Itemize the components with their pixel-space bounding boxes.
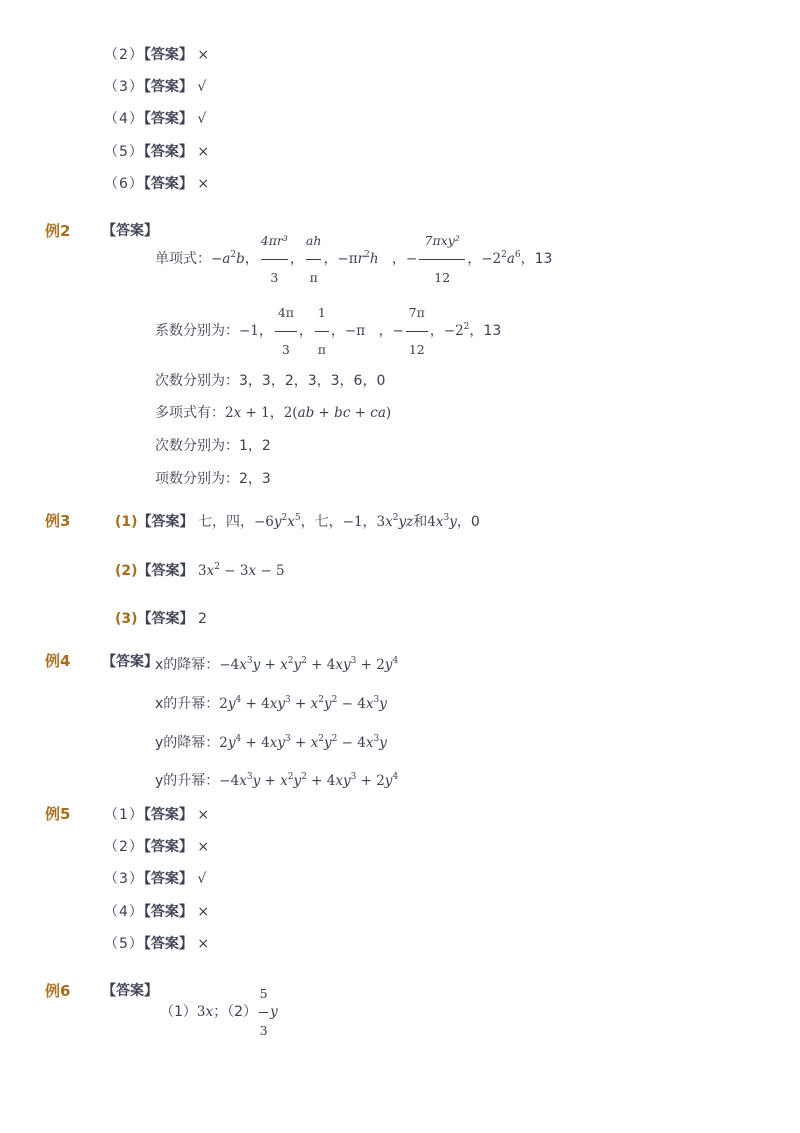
- answer-mark: ×: [197, 839, 210, 855]
- item-number: （5）: [104, 144, 144, 160]
- answer-line-3: [104, 77, 206, 97]
- answer-label: 【答案】: [137, 611, 194, 627]
- fraction-denominator: π: [317, 341, 327, 357]
- math-term: $3x^2 - 3x - 5$: [198, 562, 285, 579]
- value: 13: [534, 251, 553, 267]
- answer-label: 【答案】: [143, 904, 193, 920]
- polynomial-degree-line: 次数分别为：1，2: [155, 438, 271, 454]
- math-term: 2(ab + bc + ca): [283, 405, 392, 421]
- item-number: （2）: [104, 47, 144, 63]
- degree-line: 次数分别为：3，3，2，3，3，6，0: [155, 373, 386, 389]
- answer-text: ，: [362, 514, 377, 530]
- ordering-label: y的降幂：: [155, 735, 220, 751]
- math-term: −1: [239, 323, 259, 339]
- math-term: −1: [342, 514, 363, 530]
- answer-line-4: [104, 109, 206, 129]
- example-3-part-2: [115, 561, 285, 581]
- math-term: $-4x^3y + x^2y^2 + 4xy^3 + 2y^4$: [219, 772, 399, 789]
- separator: ，: [469, 323, 484, 339]
- fraction-bar: [306, 259, 322, 260]
- item-number: （6）: [104, 176, 144, 192]
- example-3-part-3: [115, 609, 207, 629]
- fraction: [275, 305, 297, 358]
- ordering-label: y的升幂：: [155, 773, 220, 789]
- answer-mark: ×: [197, 176, 210, 192]
- separator: ；: [213, 1004, 228, 1020]
- example-5-line-5: [104, 934, 209, 954]
- fraction-bar: [419, 259, 465, 260]
- part-number: （1）: [160, 1004, 197, 1020]
- example-3-part-1: [115, 512, 480, 532]
- ordering-label: x的升幂：: [155, 696, 220, 712]
- fraction-bar: [315, 331, 329, 332]
- coefficient-label: 系数分别为：: [155, 323, 239, 339]
- fraction-denominator: 3: [281, 341, 290, 357]
- item-number: （1）: [104, 807, 144, 823]
- part-number: (1): [115, 514, 138, 530]
- monomial-label: 单项式：: [155, 251, 211, 267]
- y-ascending-line: [155, 771, 398, 791]
- item-number: （3）: [104, 871, 144, 887]
- math-term: $-6y^2x^5$: [254, 513, 301, 530]
- polynomial-label: 多项式有：: [155, 405, 225, 421]
- answer-line-6: [104, 174, 209, 194]
- separator: ，: [467, 251, 482, 267]
- answer-label: 【答案】: [143, 839, 193, 855]
- math-term: $-2^2a^6$: [481, 250, 521, 267]
- math-term: $-\pi r^2h$: [337, 250, 379, 267]
- answer-label: 【答案】: [143, 871, 193, 887]
- math-term: −: [405, 251, 418, 267]
- math-term: $4x^3y$: [427, 513, 457, 530]
- fraction-denominator: 3: [270, 269, 279, 285]
- fraction: [315, 305, 329, 358]
- fraction-numerator: ah: [305, 232, 322, 248]
- math-term: 3x: [196, 1004, 214, 1020]
- example-2-title: 例2: [45, 222, 71, 240]
- fraction: [406, 305, 428, 358]
- example-5-line-3: [104, 869, 206, 889]
- example-5-line-4: [104, 902, 209, 922]
- fraction-numerator: 7πxy²: [424, 232, 460, 248]
- separator: ，: [378, 323, 393, 339]
- x-descending-line: [155, 655, 398, 675]
- separator: ，: [258, 323, 273, 339]
- answer-label: 【答案】: [143, 936, 193, 952]
- separator: ，: [391, 251, 406, 267]
- fraction-bar: [275, 331, 297, 332]
- answer-mark: √: [197, 871, 207, 887]
- item-number: （4）: [104, 904, 144, 920]
- example-6-answer-label: 【答案】: [102, 983, 158, 999]
- item-number: （3）: [104, 79, 144, 95]
- math-term: −: [392, 323, 404, 339]
- answer-label: 【答案】: [143, 176, 193, 192]
- example-5-line-1: [104, 805, 209, 825]
- fraction-numerator: 5: [259, 985, 268, 1001]
- answer-label: 【答案】: [143, 79, 193, 95]
- fraction-denominator: 12: [434, 269, 451, 285]
- answer-mark: ×: [197, 904, 210, 920]
- separator: ，: [298, 323, 313, 339]
- fraction-denominator: 3: [259, 1022, 268, 1038]
- math-term: $-a^2b$: [211, 250, 245, 267]
- math-term: $2y^4 + 4xy^3 + x^2y^2 - 4x^3y$: [219, 695, 387, 712]
- separator: ，: [323, 251, 338, 267]
- example-5-title: 例5: [45, 805, 71, 823]
- fraction-denominator: 12: [408, 341, 425, 357]
- ordering-label: x的降幂：: [155, 657, 220, 673]
- fraction-bar: [259, 1012, 268, 1013]
- fraction-bar: [406, 331, 428, 332]
- example-4-answer-label: 【答案】: [102, 654, 158, 670]
- math-term: $-2^2$: [443, 322, 470, 339]
- item-number: （4）: [104, 111, 144, 127]
- fraction: [261, 233, 288, 286]
- math-term: 2x + 1: [225, 405, 270, 421]
- answer-label: 【答案】: [143, 807, 193, 823]
- math-term: y: [270, 1004, 278, 1020]
- separator: ，: [289, 251, 304, 267]
- fraction: [259, 986, 268, 1039]
- fraction: [419, 233, 465, 286]
- answer-label: 【答案】: [143, 47, 193, 63]
- answer-mark: ×: [197, 807, 210, 823]
- math-term: $-4x^3y + x^2y^2 + 4xy^3 + 2y^4$: [219, 656, 399, 673]
- separator: ，: [330, 323, 345, 339]
- fraction: [306, 233, 322, 286]
- item-number: （2）: [104, 839, 144, 855]
- example-2-answer-label: 【答案】: [102, 223, 158, 239]
- part-number: （2）: [227, 1004, 258, 1020]
- math-term: $3x^2yz$: [376, 513, 414, 530]
- example-5-line-2: [104, 837, 209, 857]
- monomial-line: [155, 226, 552, 292]
- answer-line-5: [104, 142, 209, 162]
- example-6-answer: [160, 979, 278, 1045]
- math-term: $2y^4 + 4xy^3 + x^2y^2 - 4x^3y$: [219, 734, 387, 751]
- answer-line-2: [104, 45, 209, 65]
- example-4-title: 例4: [45, 652, 71, 670]
- fraction-numerator: 4πr³: [260, 232, 288, 248]
- fraction-numerator: 7π: [408, 304, 425, 320]
- item-number: （5）: [104, 936, 144, 952]
- part-number: (2): [115, 563, 138, 579]
- part-number: (3): [115, 611, 138, 627]
- term-count-line: 项数分别为：2，3: [155, 471, 271, 487]
- answer-text: ，七，: [300, 514, 343, 530]
- coefficient-line: [155, 298, 501, 364]
- y-descending-line: [155, 733, 387, 753]
- separator: ，: [429, 323, 444, 339]
- x-ascending-line: [155, 694, 387, 714]
- answer-text: 七，四，: [198, 514, 254, 530]
- separator: ，: [244, 251, 259, 267]
- answer-mark: √: [197, 79, 207, 95]
- fraction-bar: [261, 259, 288, 260]
- answer-mark: √: [197, 111, 207, 127]
- answer-label: 【答案】: [143, 111, 193, 127]
- answer-mark: ×: [197, 47, 210, 63]
- answer-text: ，0: [456, 514, 480, 530]
- separator: ，: [520, 251, 535, 267]
- example-6-title: 例6: [45, 982, 71, 1000]
- answer-mark: ×: [197, 936, 210, 952]
- answer-label: 【答案】: [137, 514, 194, 530]
- answer-text: 和: [413, 514, 428, 530]
- math-term: −π: [344, 323, 366, 339]
- answer-mark: ×: [197, 144, 210, 160]
- fraction-numerator: 4π: [277, 304, 294, 320]
- answer-label: 【答案】: [143, 144, 193, 160]
- value: 13: [483, 323, 502, 339]
- answer-value: 2: [198, 611, 207, 627]
- answer-label: 【答案】: [137, 563, 194, 579]
- example-3-title: 例3: [45, 512, 71, 530]
- fraction-numerator: 1: [317, 304, 326, 320]
- polynomial-line: 多项式有：2x + 1，2(ab + bc + ca): [155, 405, 392, 421]
- fraction-denominator: π: [309, 269, 318, 285]
